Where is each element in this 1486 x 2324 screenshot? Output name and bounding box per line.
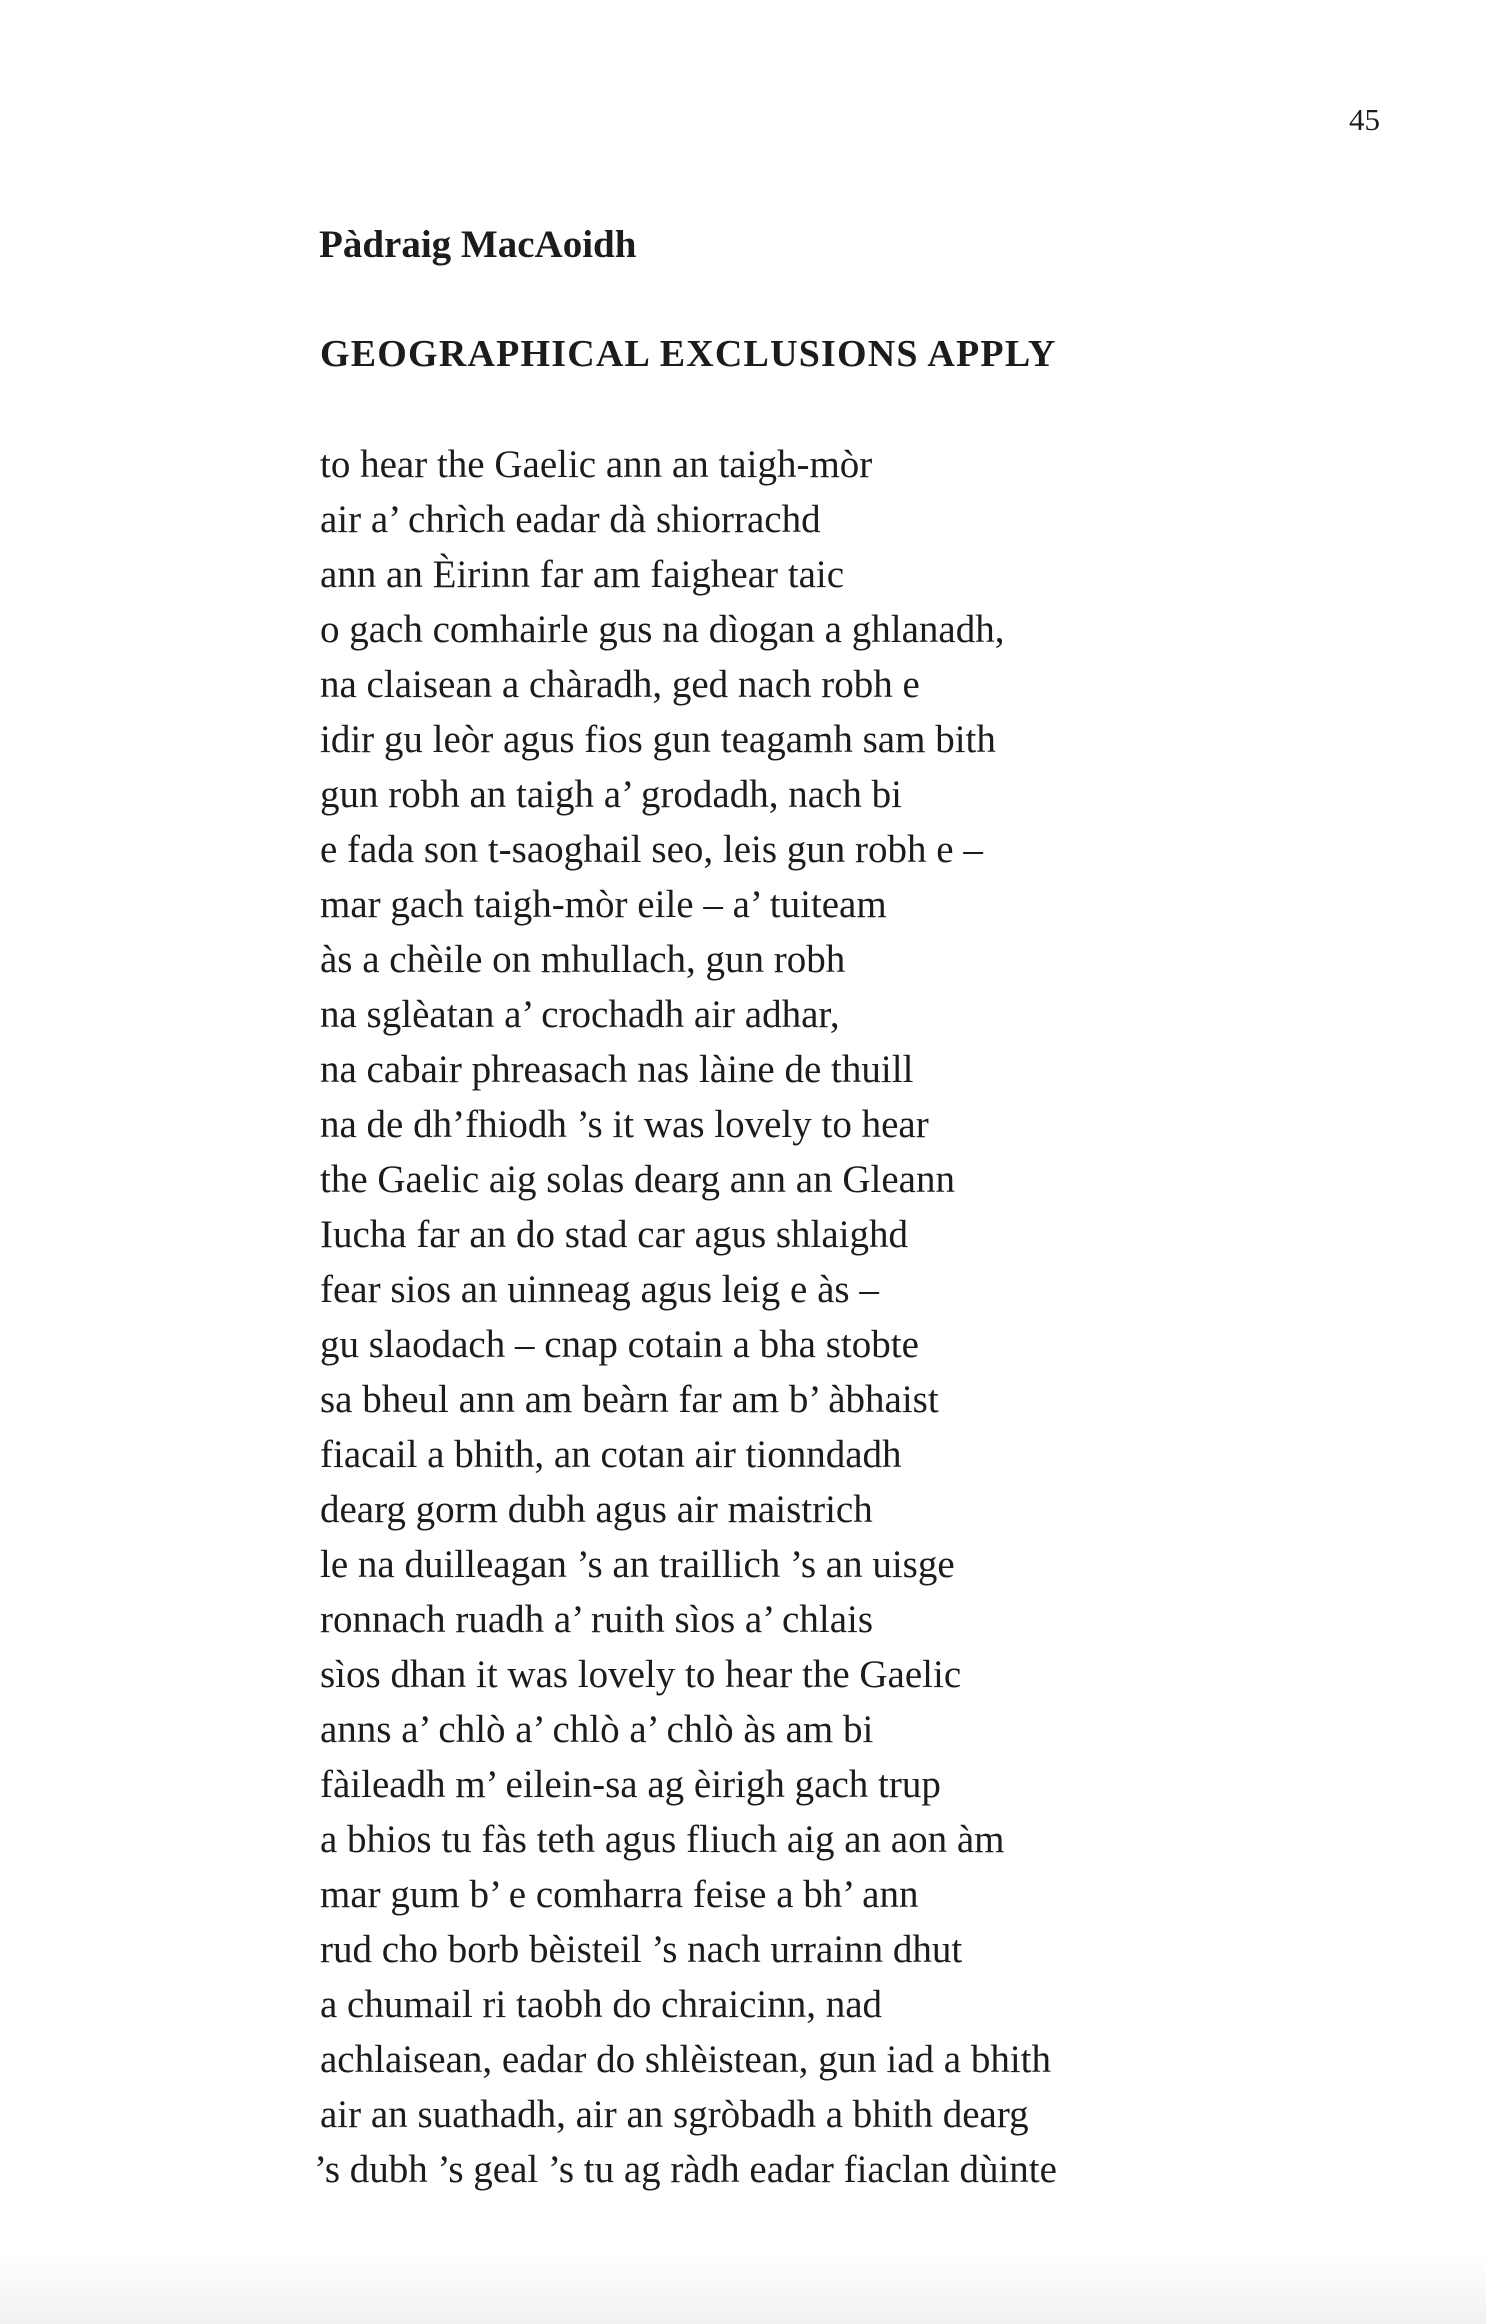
poem-line: na de dh’fhiodh ’s it was lovely to hear <box>320 1103 929 1146</box>
poem-line: mar gum b’ e comharra feise a bh’ ann <box>320 1873 919 1916</box>
poem-line: anns a’ chlò a’ chlò a’ chlò às am bi <box>320 1708 874 1751</box>
poem-line: gun robh an taigh a’ grodadh, nach bi <box>320 773 902 816</box>
poem-line: sa bheul ann am beàrn far am b’ àbhaist <box>320 1378 939 1421</box>
poem-line: fàileadh m’ eilein-sa ag èirigh gach trup <box>320 1763 941 1806</box>
poem-line: air an suathadh, air an sgròbadh a bhith dearg <box>320 2093 1029 2136</box>
poem-line: dearg gorm dubh agus air maistrich <box>320 1488 873 1531</box>
poem-line: sìos dhan it was lovely to hear the Gaelic <box>320 1653 962 1696</box>
poem-line: ronnach ruadh a’ ruith sìos a’ chlais <box>320 1598 874 1641</box>
poem-line: às a chèile on mhullach, gun robh <box>320 938 846 981</box>
poem-line: a bhios tu fàs teth agus fliuch aig an aon àm <box>320 1818 1005 1861</box>
poem-line: na sglèatan a’ crochadh air adhar, <box>320 993 840 1036</box>
poem-line: e fada son t-saoghail seo, leis gun robh e – <box>320 828 983 871</box>
poem-line: fiacail a bhith, an cotan air tionndadh <box>320 1433 902 1476</box>
poem-line: idir gu leòr agus fios gun teagamh sam bith <box>320 718 996 761</box>
poem-line: ’s dubh ’s geal ’s tu ag ràdh eadar fiaclan dùinte <box>314 2148 1057 2191</box>
poem-line: mar gach taigh-mòr eile – a’ tuiteam <box>320 883 887 926</box>
poem-line: na cabair phreasach nas làine de thuill <box>320 1048 914 1091</box>
poem-line: a chumail ri taobh do chraicinn, nad <box>320 1983 883 2026</box>
poem-line: achlaisean, eadar do shlèistean, gun iad a bhith <box>320 2038 1051 2081</box>
page-edge-shadow <box>0 2254 1486 2324</box>
poem-line: Iucha far an do stad car agus shlaighd <box>320 1213 909 1256</box>
poem-line: the Gaelic aig solas dearg ann an Gleann <box>320 1158 955 1201</box>
page-number: 45 <box>1349 102 1380 137</box>
poem-line: ann an Èirinn far am faighear taic <box>320 553 845 596</box>
poem-line: na claisean a chàradh, ged nach robh e <box>320 663 920 706</box>
poem-body <box>314 441 1057 2201</box>
poem-line: o gach comhairle gus na dìogan a ghlanadh, <box>320 608 1005 651</box>
poem-title: GEOGRAPHICAL EXCLUSIONS APPLY <box>320 333 1057 375</box>
poem-line: gu slaodach – cnap cotain a bha stobte <box>320 1323 919 1366</box>
poem-line: to hear the Gaelic ann an taigh-mòr <box>320 443 873 486</box>
poem-line: rud cho borb bèisteil ’s nach urrainn dhut <box>320 1928 963 1971</box>
poem-line: air a’ chrìch eadar dà shiorrachd <box>320 498 821 541</box>
poem-author: Pàdraig MacAoidh <box>319 223 637 266</box>
poem-line: fear sios an uinneag agus leig e às – <box>320 1268 879 1311</box>
poem-line: le na duilleagan ’s an traillich ’s an uisge <box>320 1543 955 1586</box>
